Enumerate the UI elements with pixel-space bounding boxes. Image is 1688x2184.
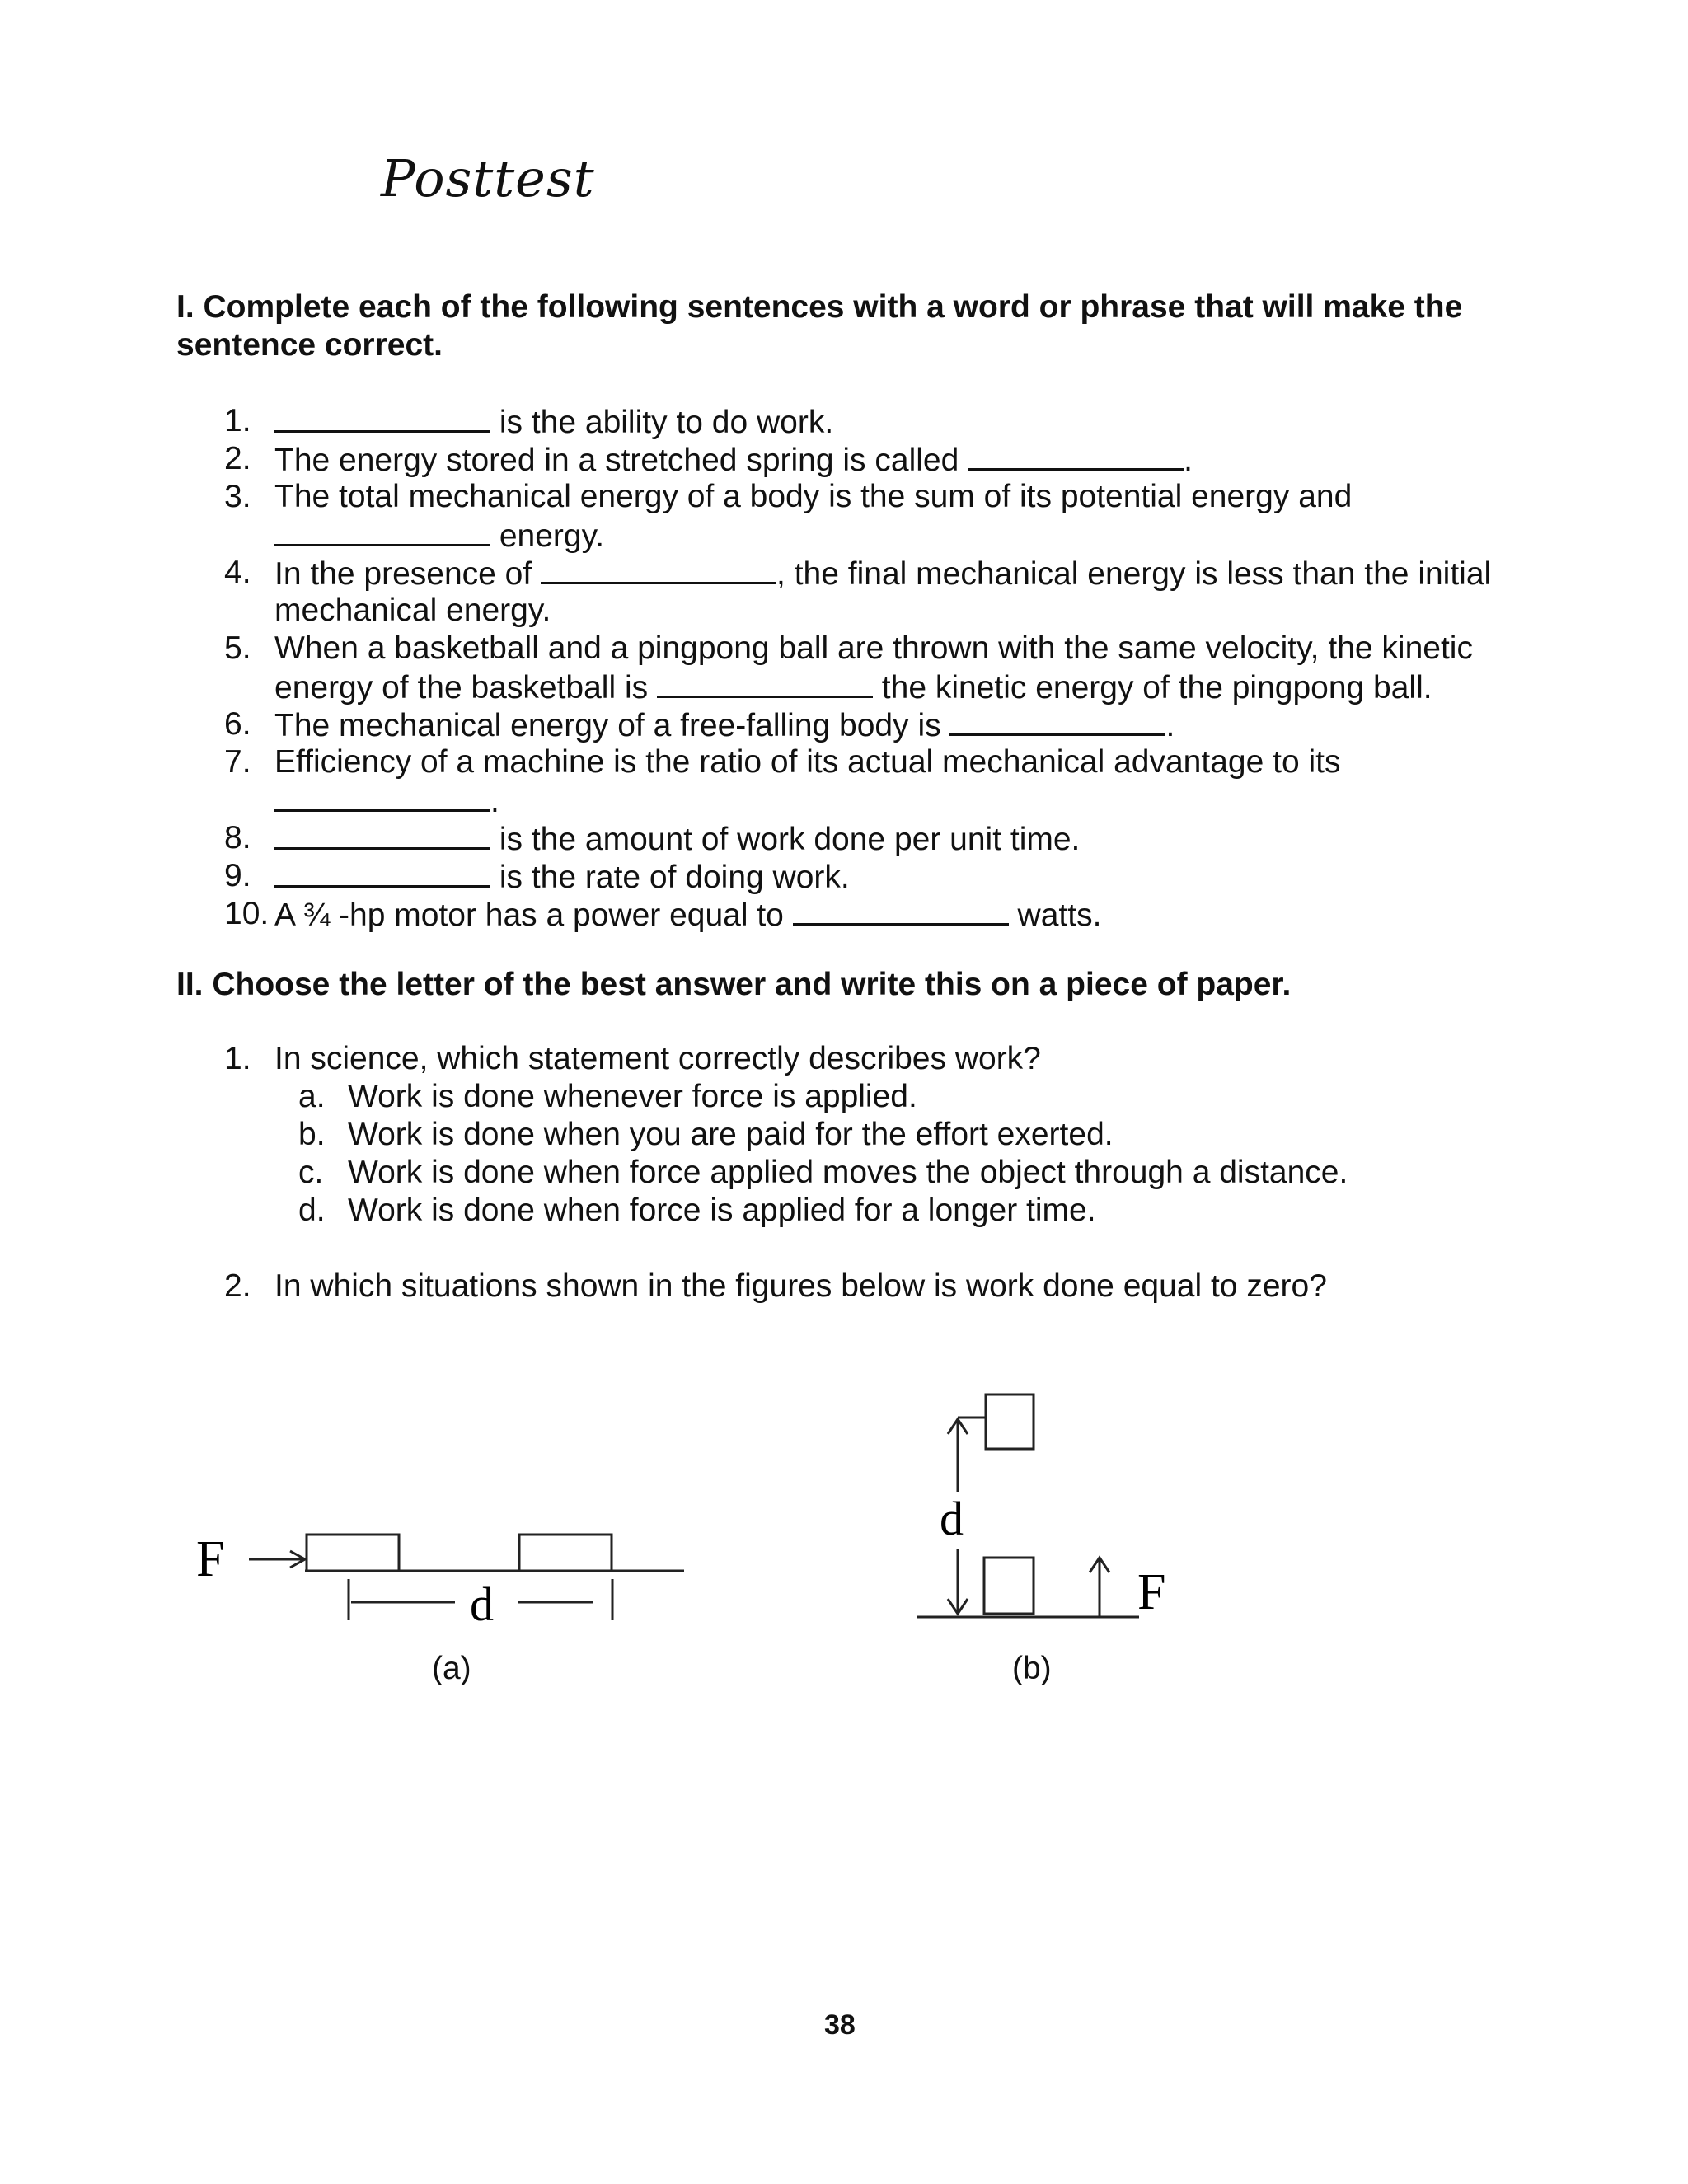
item-text: is the ability to do work. — [490, 405, 834, 440]
box-raised — [986, 1394, 1034, 1449]
mc-option-letter: a. — [298, 1079, 326, 1114]
box-final — [519, 1535, 612, 1571]
answer-blank — [968, 440, 1184, 471]
mc-option-letter: c. — [298, 1155, 324, 1190]
item-line — [274, 781, 499, 821]
section-1-heading: I. Complete each of the following sentences with a word or phrase that will make the sentence correct. — [176, 289, 1463, 363]
item-line — [274, 592, 551, 630]
item-text: watts. — [1008, 898, 1102, 933]
item-line — [274, 668, 1432, 707]
mc-question-1-number: 1. — [224, 1041, 251, 1076]
item-text: . — [490, 784, 499, 819]
item-text: . — [1184, 443, 1193, 478]
answer-blank — [274, 516, 490, 546]
item-number: 10. — [224, 896, 270, 931]
item-line — [274, 440, 1193, 480]
figure-a-distance-label: d — [470, 1577, 494, 1631]
answer-blank — [541, 554, 776, 584]
item-number: 3. — [224, 479, 251, 514]
item-line — [274, 402, 833, 442]
item-number: 2. — [224, 441, 251, 476]
item-text: , the final mechanical energy is less than the initial — [776, 556, 1492, 592]
item-text: energy of the basketball is — [274, 670, 657, 705]
mc-question-1-text: In science, which statement correctly describes work? — [274, 1041, 1041, 1076]
box-initial — [307, 1535, 399, 1571]
figure-b-distance-label: d — [940, 1492, 964, 1545]
answer-blank — [274, 857, 490, 888]
mc-option-letter: d. — [298, 1193, 326, 1228]
item-text: A ¾ -hp motor has a power equal to — [274, 898, 793, 933]
figure-a-caption: (a) — [432, 1651, 471, 1686]
figure-a — [190, 1500, 701, 1652]
item-text: the kinetic energy of the pingpong ball. — [872, 670, 1432, 705]
mc-option-text: Work is done when force applied moves the object through a distance. — [348, 1155, 1348, 1190]
item-text: In the presence of — [274, 556, 542, 592]
item-number: 4. — [224, 555, 251, 590]
item-text: energy. — [490, 518, 605, 554]
figure-b — [915, 1393, 1195, 1644]
item-number: 6. — [224, 706, 251, 742]
mc-option-text: Work is done when force is applied for a longer time. — [348, 1193, 1096, 1228]
answer-blank — [657, 668, 873, 698]
page-title: Posttest — [381, 148, 595, 209]
item-number: 8. — [224, 820, 251, 855]
item-text: is the rate of doing work. — [490, 860, 850, 895]
item-text: mechanical energy. — [274, 593, 551, 628]
item-number: 1. — [224, 403, 251, 438]
item-text: The energy stored in a stretched spring is called — [274, 443, 968, 478]
figure-a-force-label: F — [196, 1531, 225, 1587]
item-line — [274, 554, 1491, 593]
item-text: The mechanical energy of a free-falling body is — [274, 708, 950, 743]
section-2-heading: II. Choose the letter of the best answer and write this on a piece of paper. — [176, 967, 1292, 1002]
item-text: Efficiency of a machine is the ratio of its actual mechanical advantage to its — [274, 744, 1341, 780]
figure-b-caption: (b) — [1012, 1651, 1052, 1686]
answer-blank — [274, 781, 490, 812]
box-initial — [984, 1558, 1034, 1614]
item-line — [274, 516, 604, 555]
answer-blank — [950, 705, 1165, 736]
answer-blank — [274, 819, 490, 850]
item-number: 7. — [224, 744, 251, 780]
item-number: 9. — [224, 858, 251, 893]
item-line — [274, 630, 1473, 668]
item-number: 5. — [224, 630, 251, 666]
item-text: . — [1165, 708, 1175, 743]
item-line — [274, 819, 1080, 859]
item-text: is the amount of work done per unit time. — [490, 822, 1081, 857]
mc-option-text: Work is done when you are paid for the effort exerted. — [348, 1117, 1114, 1152]
page-number: 38 — [824, 2009, 856, 2041]
item-line — [274, 478, 1352, 516]
item-text: When a basketball and a pingpong ball are thrown with the same velocity, the kinetic — [274, 630, 1473, 666]
answer-blank — [793, 895, 1009, 926]
figure-b-force-label: F — [1137, 1564, 1166, 1620]
mc-option-text: Work is done whenever force is applied. — [348, 1079, 917, 1114]
mc-question-2-text: In which situations shown in the figures below is work done equal to zero? — [274, 1268, 1327, 1304]
item-line — [274, 895, 1101, 935]
item-text: The total mechanical energy of a body is the sum of its potential energy and — [274, 479, 1353, 514]
item-line — [274, 705, 1175, 745]
item-line — [274, 857, 850, 897]
item-line — [274, 743, 1340, 781]
answer-blank — [274, 402, 490, 433]
mc-question-2-number: 2. — [224, 1268, 251, 1304]
mc-option-letter: b. — [298, 1117, 326, 1152]
